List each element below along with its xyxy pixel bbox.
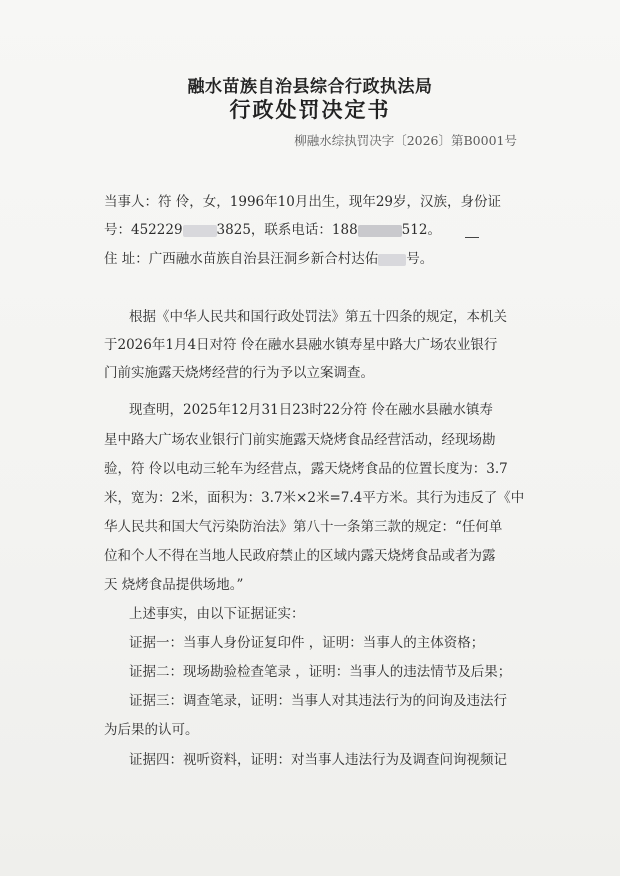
id-number-prefix: 号：452229 [104, 222, 183, 238]
p2-line-7: 天 烧烤食品提供场地。” [104, 577, 244, 593]
p2-line-1: 现查明，2025年12月31日23时22分符 伶在融水县融水镇寿 [129, 402, 493, 418]
p2-line-5: 华人民共和国大气污染防治法》第八十一条第三款的规定：“任何单 [104, 519, 503, 535]
p2-line-3: 验，符 伶以电动三轮车为经营点，露天烧烤食品的位置长度为：3.7 [104, 461, 508, 477]
agency-name: 融水苗族自治县综合行政执法局 [187, 77, 433, 97]
redaction-mask [183, 225, 217, 237]
evidence-2: 证据二：现场勘验检查笔录 ，证明：当事人的违法情节及后果； [129, 664, 512, 680]
evidence-4: 证据四：视听资料，证明：对当事人违法行为及调查问询视频记 [129, 752, 507, 768]
p1-line-2: 于2026年1月4日对符 伶在融水县融水镇寿星中路大广场农业银行 [104, 337, 498, 353]
p1-line-1: 根据《中华人民共和国行政处罚法》第五十四条的规定，本机关 [129, 309, 507, 325]
evidence-1: 证据一：当事人身份证复印件 ，证明：当事人的主体资格； [129, 635, 485, 651]
party-address [104, 247, 433, 267]
evidence-3-line-1: 证据三：调查笔录，证明：当事人对其违法行为的问询及违法行 [129, 693, 507, 709]
redaction-mask [358, 225, 402, 237]
evidence-intro: 上述事实，由以下证据证实： [129, 606, 305, 622]
party-line-1: 当事人：符 伶，女，1996年10月出生，现年29岁，汉族，身份证 [104, 194, 502, 210]
redaction-mask [378, 254, 406, 266]
address-text: 住 址：广西融水苗族自治县汪洞乡新合村达佑 [104, 251, 379, 267]
p2-line-6: 位和个人不得在当地人民政府禁止的区域内露天烧烤食品或者为露 [104, 548, 496, 564]
address-end: 号。 [406, 251, 434, 267]
p2-line-4: 米，宽为：2米，面积为：3.7米×2米=7.4平方米。其行为违反了《中 [104, 490, 525, 506]
p2-line-2: 星中路大广场农业银行门前实施露天烧烤食品经营活动，经现场勘 [104, 432, 496, 448]
document-title: 行政处罚决定书 [229, 97, 391, 122]
party-line-2 [104, 218, 441, 238]
p1-line-3: 门前实施露天烧烤经营的行为予以立案调查。 [104, 365, 374, 381]
phone-suffix: 512。 [401, 222, 441, 238]
ink-mark [465, 237, 479, 238]
evidence-3-line-2: 为后果的认可。 [104, 722, 199, 738]
id-number-suffix: 3825，联系电话：188 [216, 222, 358, 238]
document-number: 柳融水综执罚决字〔2026〕第B0001号 [294, 133, 517, 148]
